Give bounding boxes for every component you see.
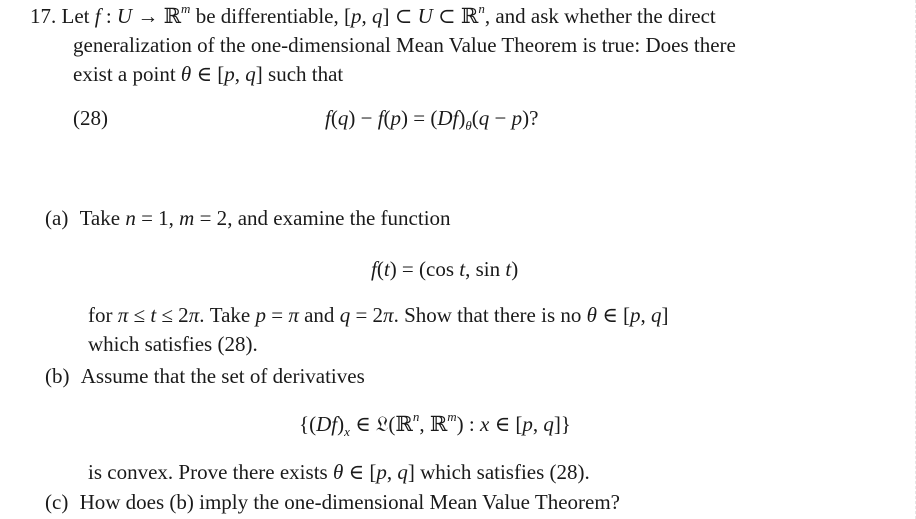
problem-intro-line-3: exist a point θ ∈ [p, q] such that [73,62,344,86]
part-a-line-3: for π ≤ t ≤ 2π. Take p = π and q = 2π. Show that there is no θ ∈ [p, q] [88,303,669,327]
part-a-function: f(t) = (cos t, sin t) [371,257,519,281]
part-c-line-1: (c) How does (b) imply the one-dimensional Mean Value Theorem? [45,490,620,514]
part-b-line-3: is convex. Prove there exists θ ∈ [p, q] which satisfies (28). [88,460,590,484]
equation-label: (28) [73,106,108,130]
equation-28: $f(q) - f(p) = (Df)_\theta(q - p)$? [325,106,539,134]
part-a-label: (a) [45,206,69,230]
part-a-line-4: which satisfies (28). [88,332,258,356]
part-a-line-1: (a) Take n = 1, m = 2, and examine the function [45,206,451,230]
problem-intro-line-1: 17. Let f : U → ℝ$^m$ be differentiable, [p, q] ⊂ U ⊂ ℝ$^n$, and ask whether the direct [30,1,716,28]
part-b-label: (b) [45,364,70,388]
part-b-derivative-set: {$(Df)_x$ ∈ 𝔏(ℝ$^n$, ℝ$^m$) : x ∈ [p, q]} [299,409,571,440]
problem-number: 17. [30,4,57,28]
math-f-map: f [94,4,101,28]
part-c-label: (c) [45,490,69,514]
problem-intro-line-2: generalization of the one-dimensional Mean Value Theorem is true: Does there [73,33,736,57]
part-b-line-1: (b) Assume that the set of derivatives [45,364,365,388]
page-edge-marks [912,0,916,519]
